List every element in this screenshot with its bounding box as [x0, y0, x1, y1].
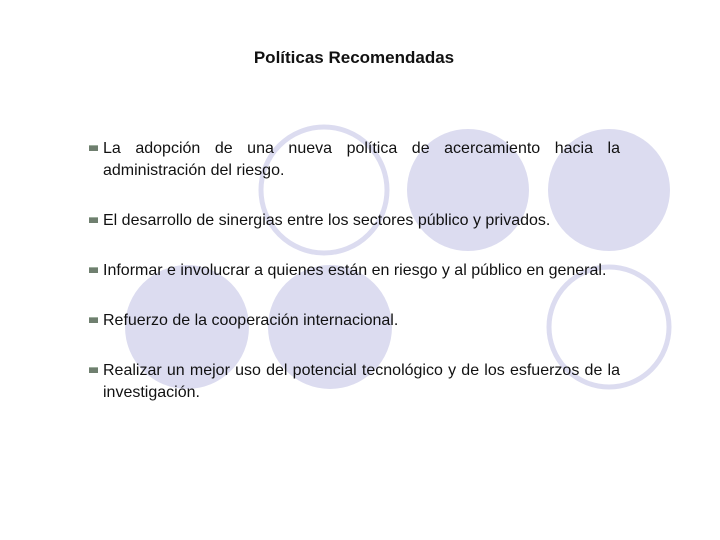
list-item	[89, 310, 620, 332]
square-bullet-icon	[89, 317, 98, 323]
slide-title: Políticas Recomendadas	[253, 48, 455, 67]
square-bullet-icon	[89, 217, 98, 223]
square-bullet-icon	[89, 367, 98, 373]
square-bullet-icon	[89, 267, 98, 273]
bullet-text: Refuerzo de la cooperación internacional.	[103, 312, 399, 329]
list-item	[89, 210, 620, 232]
bullet-text: Realizar un mejor uso del potencial tecnológico y de los esfuerzos de la investigación.	[103, 362, 620, 401]
square-bullet-icon	[89, 145, 98, 151]
bullet-text: El desarrollo de sinergias entre los sectores público y privados.	[103, 212, 551, 229]
list-item	[89, 360, 620, 404]
bullet-list	[89, 138, 620, 425]
list-item	[89, 260, 620, 282]
list-item	[89, 138, 620, 182]
bullet-text: Informar e involucrar a quienes están en riesgo y al público en general.	[103, 262, 607, 279]
bullet-text: La adopción de una nueva política de acercamiento hacia la administración del riesgo.	[103, 140, 620, 179]
